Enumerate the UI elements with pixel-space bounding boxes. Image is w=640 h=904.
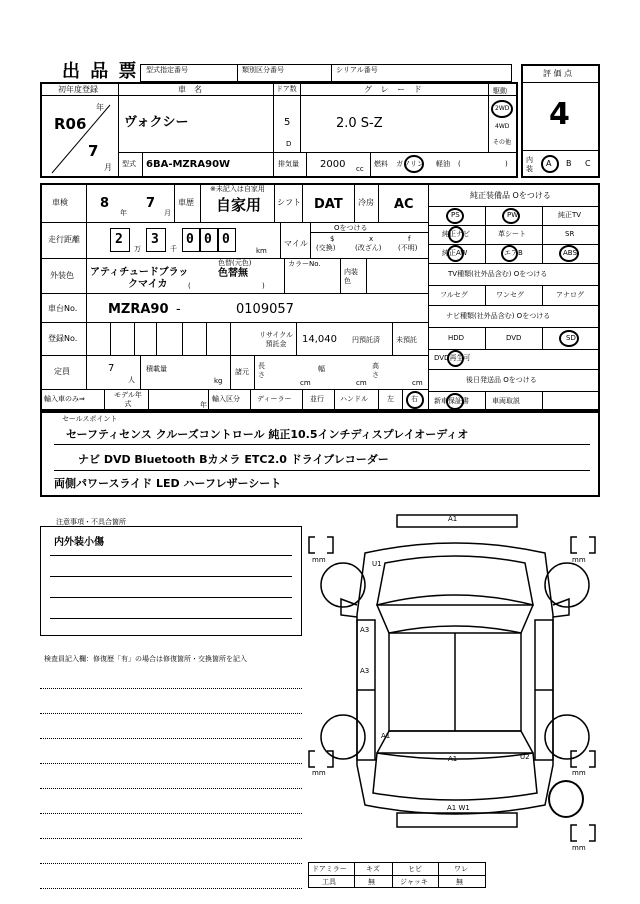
serial-label: シリアル番号 xyxy=(336,66,378,74)
ac-label: 冷房 xyxy=(358,198,374,207)
equip-navi-circle-mark xyxy=(448,226,464,243)
doors-label: ドア数 xyxy=(276,85,297,93)
first-reg-label: 初年度登録 xyxy=(58,85,98,94)
mm-bottom: mm xyxy=(572,844,586,852)
import-label: 輸入車のみ⇒ xyxy=(44,395,85,403)
usage-value: 自家用 xyxy=(216,196,262,214)
equip-sr: SR xyxy=(565,230,575,238)
equip-pw-circle-mark xyxy=(502,208,520,224)
chassis-prefix: MZRA90 xyxy=(108,302,169,317)
notes-label: 注意事項・不具合箇所 xyxy=(56,518,126,526)
navi-dvd: DVD xyxy=(506,334,522,342)
navi-sd-circle-mark xyxy=(559,330,579,347)
height-unit: cm xyxy=(412,379,423,387)
table-tools: 工具 xyxy=(322,878,336,886)
mark-left-rear: A1 xyxy=(381,732,391,740)
color-paren-close: ) xyxy=(262,282,265,290)
drive-2wd-circle-mark xyxy=(491,100,513,118)
displacement-label: 排気量 xyxy=(278,160,299,168)
mm-front-right: mm xyxy=(572,556,586,564)
color-no-label: カラーNo. xyxy=(288,260,321,268)
equip-navi: 純正ナビ xyxy=(442,230,470,238)
navi-hdd: HDD xyxy=(448,334,465,342)
dims-label: 諸元 xyxy=(235,368,249,376)
length-unit: cm xyxy=(300,379,311,387)
model-year-label: モデル年式 xyxy=(114,391,142,408)
category-label: 類別区分番号 xyxy=(242,66,284,74)
inspector-label: 検査員記入欄：修復歴「有」の場合は修復箇所・交換箇所を記入 xyxy=(44,655,247,663)
mileage-digit-3: 0 xyxy=(186,232,194,247)
inspection-month: 7 xyxy=(146,196,156,211)
mm-rear-right: mm xyxy=(572,769,586,777)
later-manual: 車両取説 xyxy=(492,397,520,405)
equip-leather: 革シート xyxy=(498,230,526,238)
car-name-label: 車 名 xyxy=(178,85,202,94)
later-title: 後日発送品 Oをつける xyxy=(466,376,537,384)
ac-value: AC xyxy=(394,197,414,212)
form-title: 出 品 票 xyxy=(62,61,139,82)
mileage-digit-4: 0 xyxy=(204,232,212,247)
mark-front-bumper: A1 xyxy=(448,515,458,523)
mark-trunk: A1 xyxy=(448,755,458,763)
table-header-scratch: キズ xyxy=(366,865,380,873)
recycle-not: 未預託 xyxy=(396,336,417,344)
mileage-unit-sen: 千 xyxy=(170,245,177,253)
mileage-unit-man: 万 xyxy=(134,245,141,253)
mileage-unit-km: km xyxy=(256,247,267,255)
first-reg-month: 7 xyxy=(88,142,99,160)
shift-label: シフト xyxy=(277,198,301,207)
equipment-title: 純正装備品 Oをつける xyxy=(470,191,551,200)
fuel-gasoline: ガソリン xyxy=(396,160,424,168)
sales-label: セールスポイント xyxy=(62,415,118,423)
color-paren: ( xyxy=(188,282,191,290)
month-mark: 月 xyxy=(104,163,112,172)
rear-wheel-circle-mark xyxy=(548,780,584,818)
tv-fullseg: フルセグ xyxy=(440,291,468,299)
mark-front-left: U1 xyxy=(372,560,382,568)
color-label: 外装色 xyxy=(50,271,74,280)
inspection-month-unit: 月 xyxy=(164,209,171,217)
mm-front-left: mm xyxy=(312,556,326,564)
interior-color-label: 内装色 xyxy=(344,268,358,285)
length-label: 長さ xyxy=(258,362,265,379)
fuel-diesel: 軽油 xyxy=(436,160,450,168)
mark-left-door-rear: A3 xyxy=(360,667,370,675)
sym-f: f xyxy=(408,235,411,243)
fuel-gasoline-circle-mark xyxy=(404,155,424,173)
handle-label: ハンドル xyxy=(340,395,368,403)
width-unit: cm xyxy=(356,379,367,387)
tv-oneseg: ワンセグ xyxy=(496,291,524,299)
equip-tv: 純正TV xyxy=(558,211,582,219)
table-jack: ジャッキ xyxy=(400,878,428,886)
capacity-value: 7 xyxy=(108,363,115,374)
mileage-digit-2: 3 xyxy=(151,232,159,247)
interior-grade-a: A xyxy=(546,159,552,168)
capacity-label: 定員 xyxy=(54,367,70,376)
grade-label: グ レ ー ド xyxy=(364,85,425,94)
fuel-label: 燃料 xyxy=(374,160,388,168)
navi-sd: SD xyxy=(566,334,576,342)
color-code-label: 色替(元色) xyxy=(218,259,252,267)
mile-label: マイル xyxy=(284,239,308,248)
chassis-label: 車台No. xyxy=(48,304,78,313)
usage-note: ※未記入は自家用 xyxy=(210,185,265,193)
equip-airbag-circle-mark xyxy=(501,245,518,262)
equip-airbag: エアB xyxy=(504,249,523,257)
sales-line-1: セーフティセンス クルーズコントロール 純正10.5インチディスプレイオーディオ xyxy=(66,428,469,441)
table-header-crack: ヒビ xyxy=(408,865,422,873)
dvd-play-circle-mark xyxy=(447,350,464,367)
mm-rear-left: mm xyxy=(312,769,326,777)
handle-right: 右 xyxy=(411,395,418,403)
table-jack-value: 無 xyxy=(456,878,463,886)
notes-text: 内外装小傷 xyxy=(54,537,104,548)
load-label: 積載量 xyxy=(146,365,167,373)
drive-label: 駆動 xyxy=(493,87,507,95)
equip-aw: 純正AW xyxy=(442,249,468,257)
fuel-paren-close: ) xyxy=(505,160,508,168)
equip-abs-circle-mark xyxy=(559,245,579,262)
navi-title: ナビ種類(社外品含む) Oをつける xyxy=(446,312,551,320)
cc-unit: cc xyxy=(356,165,364,173)
sales-line-2: ナビ DVD Bluetooth Bカメラ ETC2.0 ドライブレコーダー xyxy=(78,453,389,466)
mileage-digit-5: 0 xyxy=(222,232,230,247)
dealer-option: ディーラー xyxy=(257,395,292,403)
recycle-amount: 14,040 xyxy=(302,334,337,345)
circle-note: Oをつける xyxy=(334,224,368,232)
mark-left-door-front: A3 xyxy=(360,626,370,634)
drive-other: その他 xyxy=(493,139,512,146)
usage-label: 車歴 xyxy=(178,198,194,207)
interior-label: 内装 xyxy=(526,156,533,173)
inspection-year-unit: 年 xyxy=(120,209,127,217)
table-tools-value: 無 xyxy=(368,878,375,886)
later-warranty: 新車保証書 xyxy=(434,397,469,405)
chassis-number: 0109057 xyxy=(236,302,294,317)
inspection-year: 8 xyxy=(100,196,110,211)
sales-line-3: 両側パワースライド LED ハーフレザーシート xyxy=(54,477,282,490)
equip-pw: PW xyxy=(507,211,519,219)
score-value: 4 xyxy=(549,97,570,132)
first-reg-year: R06 xyxy=(54,115,87,133)
handle-right-circle-mark xyxy=(406,391,424,409)
model-label: 型式 xyxy=(122,160,136,168)
model-year-unit: 年 xyxy=(200,401,207,409)
equip-ps-circle-mark xyxy=(446,208,464,224)
import-type-label: 輸入区分 xyxy=(212,395,240,403)
color-name: アティチュードブラッ xyxy=(90,267,189,278)
year-mark: 年 xyxy=(96,103,104,112)
handle-left: 左 xyxy=(387,395,394,403)
mileage-digit-1: 2 xyxy=(115,232,123,247)
sym-dollar: $ xyxy=(330,235,335,243)
mileage-label: 走行距離 xyxy=(48,235,80,244)
interior-grade-c: C xyxy=(585,159,591,168)
exchange-label: (交換) xyxy=(316,244,336,252)
fuel-paren: ( xyxy=(458,160,461,168)
score-label: 評 価 点 xyxy=(543,69,573,78)
width-label: 幅 xyxy=(318,365,325,373)
table-header-mirror: ドアミラー xyxy=(312,865,347,873)
mark-right-rear: U2 xyxy=(520,753,530,761)
displacement-value: 2000 xyxy=(320,159,346,170)
revised-label: (改ざん) xyxy=(355,244,382,252)
tv-title: TV種類(社外品含む) Oをつける xyxy=(448,270,548,278)
recycle-label: リサイクル預託金 xyxy=(258,331,294,348)
model-value: 6BA-MZRA90W xyxy=(146,159,231,170)
color-code-value: 色替無 xyxy=(218,268,248,279)
parallel-option: 並行 xyxy=(310,395,324,403)
grade-value: 2.0 S-Z xyxy=(336,116,383,131)
dvd-play: DVD再生可 xyxy=(434,354,471,362)
table-header-break: ワレ xyxy=(454,865,468,873)
equip-aw-circle-mark xyxy=(447,245,464,262)
color-name-2: クマイカ xyxy=(128,279,168,290)
load-unit: kg xyxy=(214,377,223,385)
drive-4wd: 4WD xyxy=(495,123,510,130)
model-cert-label: 型式指定番号 xyxy=(146,66,188,74)
interior-a-circle-mark xyxy=(541,155,559,173)
tv-analog: アナログ xyxy=(556,291,584,299)
chassis-dash: - xyxy=(176,302,181,317)
shift-value: DAT xyxy=(314,197,343,212)
drive-2wd: 2WD xyxy=(495,105,510,112)
mark-rear-bumper: A1 W1 xyxy=(447,804,470,812)
inspection-label: 車検 xyxy=(52,198,68,207)
registration-codes-box xyxy=(140,64,512,82)
recycle-unit: 円預託済 xyxy=(352,336,380,344)
doors-value: 5 xyxy=(284,117,291,128)
height-label: 高さ xyxy=(372,362,379,379)
later-warranty-circle-mark xyxy=(446,393,464,410)
equip-ps: PS xyxy=(451,211,460,219)
reg-no-label: 登録No. xyxy=(48,334,78,343)
equip-abs: ABS xyxy=(563,249,577,257)
capacity-unit: 人 xyxy=(128,376,135,384)
interior-grade-b: B xyxy=(566,159,572,168)
car-name-value: ヴォクシー xyxy=(124,115,189,130)
doors-sub: D xyxy=(286,140,292,148)
unknown-label: (不明) xyxy=(398,244,418,252)
sym-x: x xyxy=(369,235,374,243)
